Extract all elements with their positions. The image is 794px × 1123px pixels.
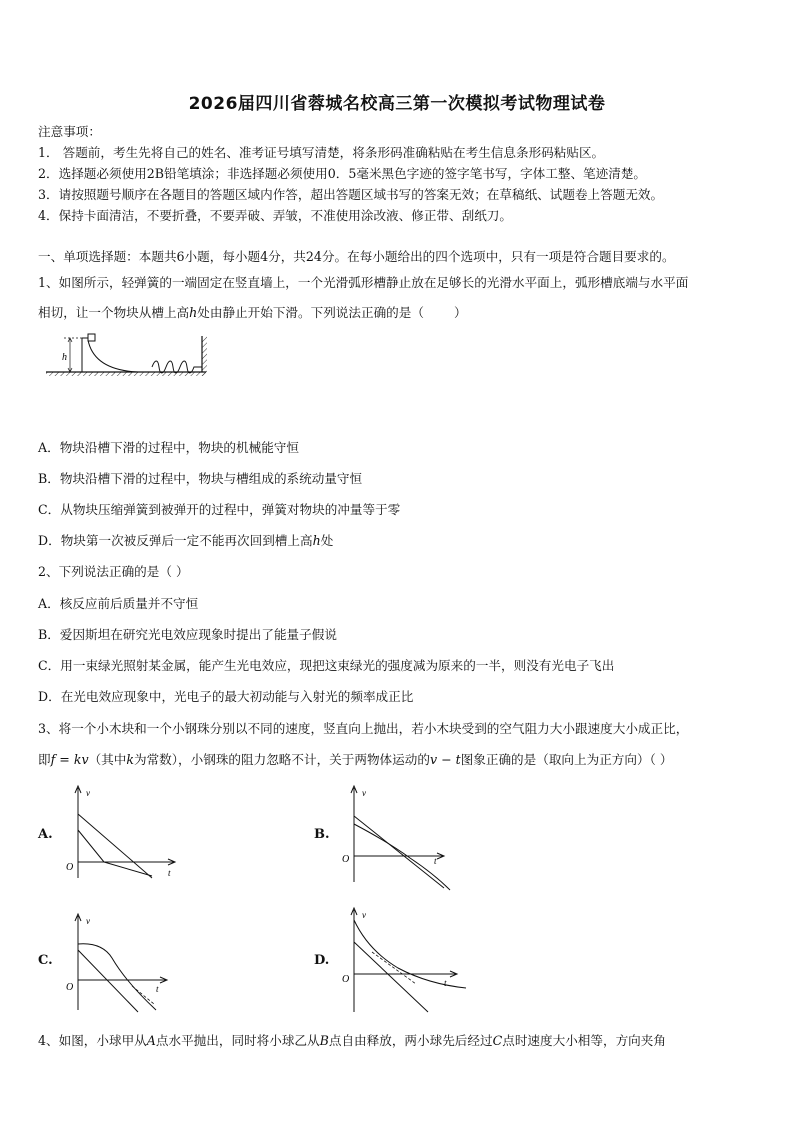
axis-t-label: t: [156, 984, 159, 994]
graph-b-label: B.: [314, 827, 330, 842]
section-heading: 一、单项选择题：本题共6小题，每小题4分，共24分。在每小题给出的四个选项中，只有一项是符合题目要求的。: [38, 249, 675, 264]
q4-text: 点时速度大小相等，方向夹角: [502, 1033, 666, 1048]
notice-item-2: 2．选择题必须使用2B铅笔填涂；非选择题必须使用0．5毫米黑色字迹的签字笔书写，字体工整、笔迹清楚。: [38, 166, 647, 181]
q1-option-b: B．物块沿槽下滑的过程中，物块与槽组成的系统动量守恒: [38, 471, 363, 486]
graph-d-curve: [354, 920, 466, 988]
q3-stem-line2: [38, 749, 672, 768]
graph-c-label: C.: [38, 953, 53, 968]
graph-a: [62, 782, 182, 882]
q1-option-d-text: D．物块第一次被反弹后一定不能再次回到槽上高: [38, 533, 313, 548]
origin-label: O: [66, 862, 74, 873]
graph-d-label: D.: [314, 953, 330, 968]
q3-formula: f = kv: [50, 752, 89, 767]
q1-option-a: A．物块沿槽下滑的过程中，物块的机械能守恒: [38, 440, 299, 455]
q2-option-b: B．爱因斯坦在研究光电效应现象时提出了能量子假说: [38, 627, 337, 642]
axis-v-label: v: [86, 916, 90, 926]
q3-text: 图象正确的是（取向上为正方向）（ ）: [460, 752, 673, 767]
graph-c-curve: [78, 944, 156, 1010]
q1-figure-slope-spring: [42, 332, 214, 382]
q2-option-d: D．在光电效应现象中，光电子的最大初动能与入射光的频率成正比: [38, 689, 414, 704]
axis-v-label: v: [362, 910, 366, 920]
q3-vt: v − t: [429, 752, 461, 767]
graph-d: [338, 904, 473, 1016]
q1-stem-line1: 1、如图所示，轻弹簧的一端固定在竖直墙上，一个光滑弧形槽静止放在足够长的光滑水平面上，弧形槽底端与水平面: [38, 275, 689, 290]
q1-option-d-text: 处: [320, 533, 334, 548]
q4-point-b: B: [319, 1033, 329, 1048]
graph-a-label: A.: [38, 827, 53, 842]
graph-a-line-1: [78, 814, 152, 878]
notice-heading: 注意事项：: [38, 124, 101, 139]
q1-text: ）: [453, 305, 467, 320]
q3-text: 为常数），小钢珠的阻力忽略不计，关于两物体运动的: [133, 752, 430, 767]
q4-stem-line1: [38, 1030, 666, 1049]
axis-t-label: t: [434, 856, 437, 866]
q2-stem: 2、下列说法正确的是（ ）: [38, 564, 189, 579]
notice-item-4: 4．保持卡面清洁，不要折叠，不要弄破、弄皱，不准使用涂改液、修正带、刮纸刀。: [38, 208, 512, 223]
q4-text: 4、如图，小球甲从: [38, 1033, 147, 1048]
graph-b-line: [354, 816, 444, 888]
origin-label: O: [342, 974, 350, 985]
q2-option-c: C．用一束绿光照射某金属，能产生光电效应，现把这束绿光的强度减为原来的一半，则没有光电子飞出: [38, 658, 615, 673]
arc-groove: [88, 340, 138, 372]
origin-label: O: [66, 982, 74, 993]
q2-option-a: A．核反应前后质量并不守恒: [38, 596, 199, 611]
q1-option-d-var: h: [312, 533, 321, 548]
q1-text: 处由静止开始下滑。下列说法正确的是（: [197, 305, 424, 320]
notice-item-1: 1． 答题前，考生先将自己的姓名、准考证号填写清楚，将条形码准确粘贴在考生信息条形码粘贴区。: [38, 145, 605, 160]
q1-stem-line2: [38, 302, 467, 321]
axis-t-label: t: [444, 978, 447, 988]
q3-stem-line1: 3、将一个小木块和一个小钢珠分别以不同的速度，竖直向上抛出，若小木块受到的空气阻力大小跟速度大小成正比，: [38, 721, 689, 736]
q1-option-c: C．从物块压缩弹簧到被弹开的过程中，弹簧对物块的冲量等于零: [38, 502, 401, 517]
q4-point-c: C: [492, 1033, 503, 1048]
axis-t-label: t: [168, 868, 171, 878]
q4-text: 点自由释放，两小球先后经过: [328, 1033, 493, 1048]
q4-text: 点水平抛出，同时将小球乙从: [155, 1033, 320, 1048]
origin-label: O: [342, 854, 350, 865]
height-label: h: [62, 352, 67, 363]
graph-a-line-2: [78, 830, 104, 862]
spring: [152, 361, 202, 373]
q4-point-a: A: [146, 1033, 156, 1048]
q3-var-k: k: [126, 752, 134, 767]
axis-v-label: v: [362, 788, 366, 798]
q1-var-h: h: [189, 305, 198, 320]
q1-text: 相切，让一个物块从槽上高: [38, 305, 190, 320]
notice-item-3: 3．请按照题号顺序在各题目的答题区域内作答，超出答题区域书写的答案无效；在草稿纸、试题卷上答题无效。: [38, 187, 664, 202]
graph-c: [62, 910, 174, 1015]
q1-option-d: [38, 530, 333, 549]
wall-hatch: [202, 336, 207, 376]
block: [88, 334, 95, 341]
page-title: 2026届四川省蓉城名校高三第一次模拟考试物理试卷: [188, 94, 606, 114]
q3-text: （其中: [88, 752, 127, 767]
q3-text: 即: [38, 752, 51, 767]
graph-a-line-3: [104, 862, 152, 876]
graph-c-line: [78, 950, 138, 1012]
axis-v-label: v: [86, 788, 90, 798]
graph-b: [338, 782, 463, 892]
